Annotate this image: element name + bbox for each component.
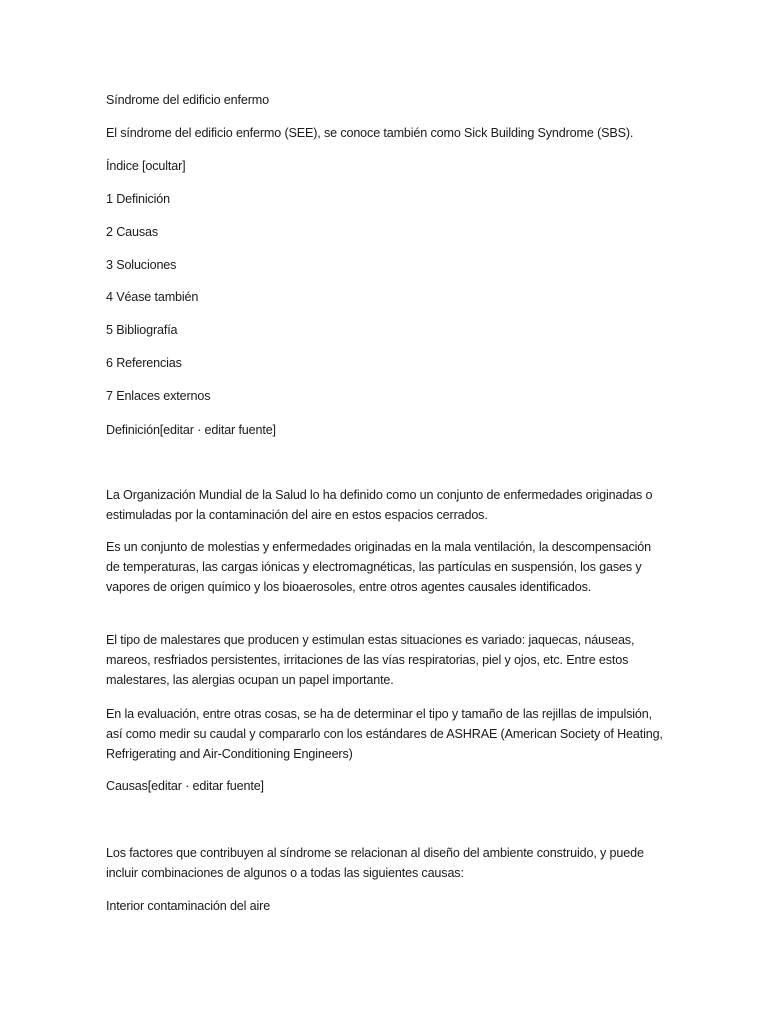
index-heading: Índice [ocultar]	[106, 159, 186, 173]
index-item-definicion: 1 Definición	[106, 192, 171, 206]
definicion-paragraph-2: Es un conjunto de molestias y enfermedades originadas en la mala ventilación, la descompensación de temperaturas, las cargas iónicas y electromagnéticas, las partículas en suspensión, los gases y vapores de origen químico y los bioaerosoles, entre otros agentes causales identificados.	[106, 540, 651, 594]
section-heading-definicion: Definición[editar · editar fuente]	[106, 423, 276, 437]
index-item-bibliografia: 5 Bibliografía	[106, 323, 178, 337]
section-heading-causas: Causas[editar · editar fuente]	[106, 779, 264, 793]
causas-paragraph-1: Los factores que contribuyen al síndrome se relacionan al diseño del ambiente construido, y puede incluir combinaciones de algunos o a todas las siguientes causas:	[106, 846, 644, 880]
index-item-referencias: 6 Referencias	[106, 356, 182, 370]
definicion-paragraph-4: En la evaluación, entre otras cosas, se ha de determinar el tipo y tamaño de las rejillas de impulsión, así como medir su caudal y compararlo con los estándares de ASHRAE (American Society of Heating, Refrigerating and Air-Conditioning Engineers)	[106, 707, 663, 761]
definicion-paragraph-3: El tipo de malestares que producen y estimulan estas situaciones es variado: jaquecas, náuseas, mareos, resfriados persistentes, irritaciones de las vías respiratorias, piel y ojos, etc. Entre estos malestares, las alergias ocupan un papel importante.	[106, 633, 635, 687]
intro-paragraph: El síndrome del edificio enfermo (SEE), se conoce también como Sick Building Syndrome (SBS).	[106, 126, 634, 140]
causas-paragraph-2: Interior contaminación del aire	[106, 899, 271, 913]
index-item-vease-tambien: 4 Véase también	[106, 290, 199, 304]
index-item-causas: 2 Causas	[106, 225, 159, 239]
document-title: Síndrome del edificio enfermo	[106, 93, 269, 107]
definicion-paragraph-1: La Organización Mundial de la Salud lo ha definido como un conjunto de enfermedades originadas o estimuladas por la contaminación del aire en estos espacios cerrados.	[106, 488, 653, 522]
index-item-soluciones: 3 Soluciones	[106, 258, 177, 272]
index-item-enlaces-externos: 7 Enlaces externos	[106, 389, 211, 403]
